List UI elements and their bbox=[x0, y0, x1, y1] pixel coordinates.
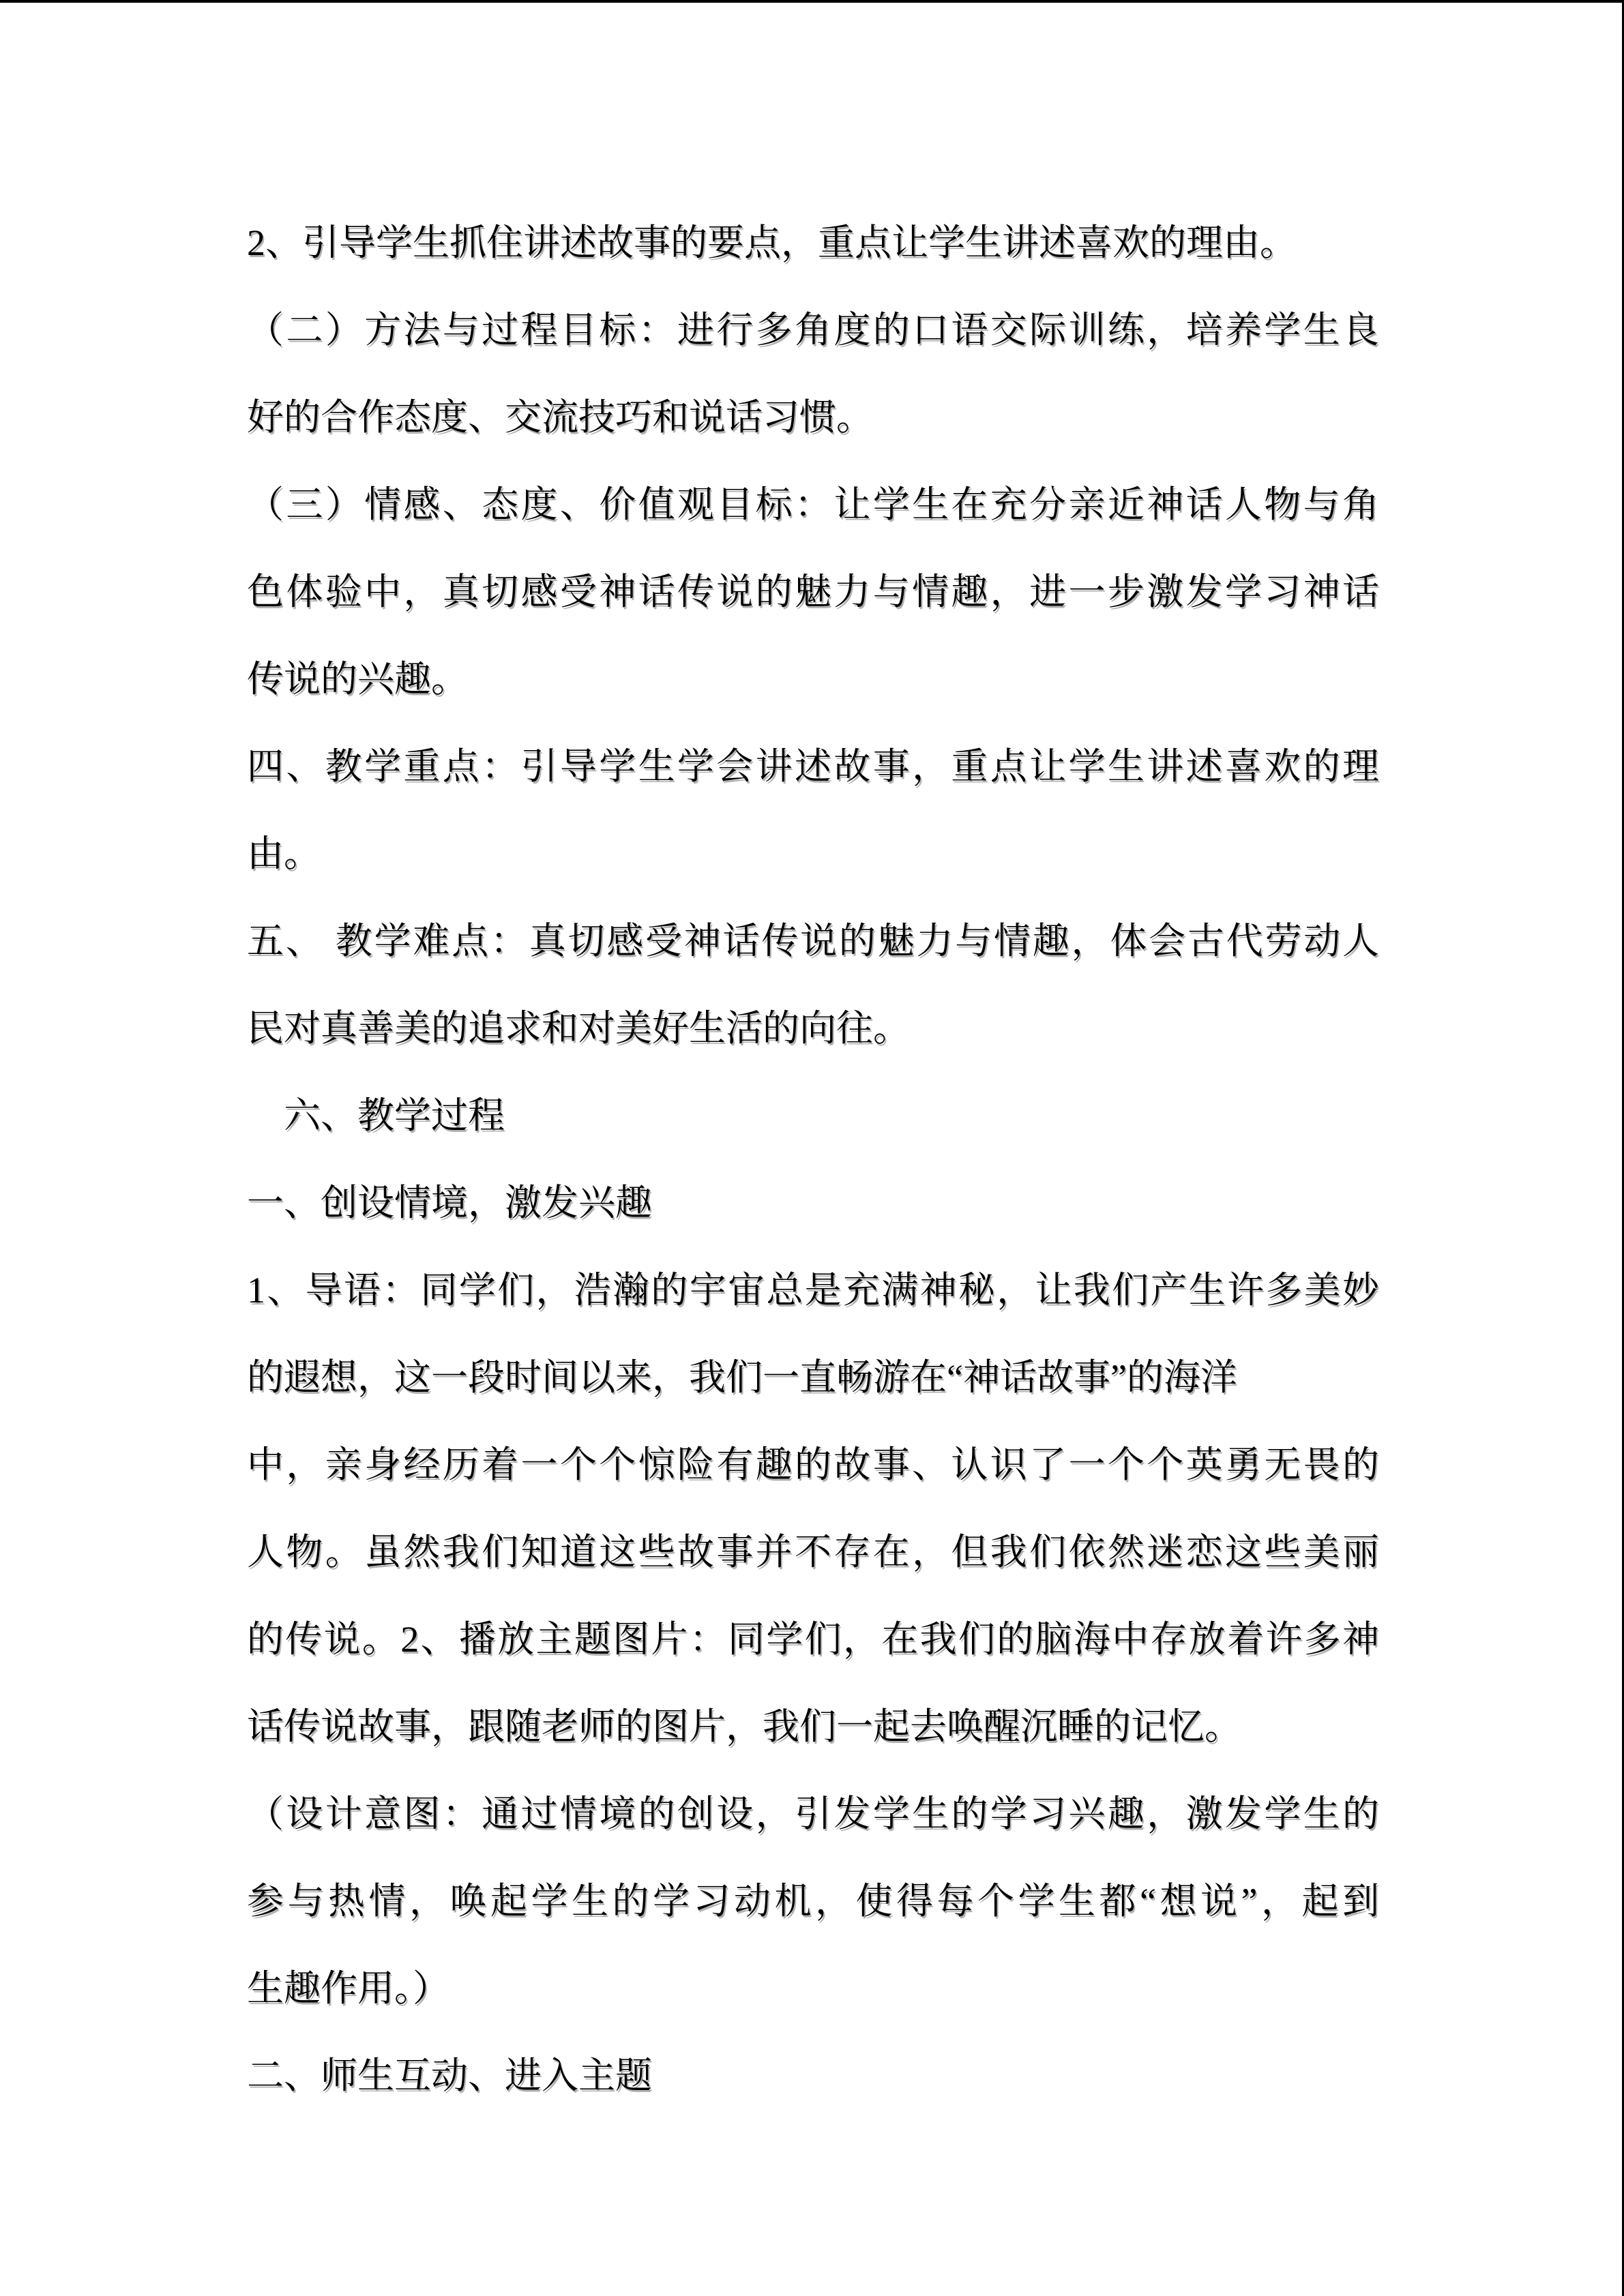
text-line: 话传说故事，跟随老师的图片，我们一起去唤醒沉睡的记忆。 bbox=[247, 1706, 1241, 1747]
text-line: 民对真善美的追求和对美好生活的向往。 bbox=[247, 1008, 910, 1049]
text-line: 色体验中，真切感受神话传说的魅力与情趣，进一步激发学习神话 bbox=[247, 571, 1379, 612]
text-line: 2、引导学生抓住讲述故事的要点，重点让学生讲述喜欢的理由。 bbox=[247, 222, 1297, 263]
text-line: 一、创设情境，激发兴趣 bbox=[247, 1182, 652, 1223]
text-line: 的遐想，这一段时间以来，我们一直畅游在“神话故事”的海洋 bbox=[247, 1357, 1237, 1398]
text-line: 好的合作态度、交流技巧和说话习惯。 bbox=[247, 397, 873, 438]
text-line: （二）方法与过程目标：进行多角度的口语交际训练，培养学生良 bbox=[247, 310, 1379, 351]
text-line: 五、 教学难点：真切感受神话传说的魅力与情趣，体会古代劳动人 bbox=[247, 921, 1379, 961]
text-line: 中，亲身经历着一个个惊险有趣的故事、认识了一个个英勇无畏的 bbox=[247, 1444, 1379, 1485]
text-line: 人物。虽然我们知道这些故事并不存在，但我们依然迷恋这些美丽 bbox=[247, 1532, 1379, 1572]
text-line: 二、师生互动、进入主题 bbox=[247, 2055, 652, 2096]
text-line: 1、导语：同学们，浩瀚的宇宙总是充满神秘，让我们产生许多美妙 bbox=[247, 1270, 1379, 1311]
text-line: 的传说。2、播放主题图片：同学们，在我们的脑海中存放着许多神 bbox=[247, 1619, 1379, 1660]
text-line: （三）情感、态度、价值观目标：让学生在充分亲近神话人物与角 bbox=[247, 484, 1379, 525]
text-line: 四、教学重点：引导学生学会讲述故事，重点让学生讲述喜欢的理 bbox=[247, 746, 1379, 787]
text-line: 传说的兴趣。 bbox=[247, 659, 468, 700]
document-body bbox=[247, 199, 1379, 2119]
text-line: 生趣作用。） bbox=[247, 1968, 449, 2009]
text-line: 由。 bbox=[247, 833, 321, 874]
text-line: 参与热情，唤起学生的学习动机，使得每个学生都“想说”，起到 bbox=[247, 1881, 1379, 1922]
text-line: （设计意图：通过情境的创设，引发学生的学习兴趣，激发学生的 bbox=[247, 1793, 1379, 1834]
text-line: 六、教学过程 bbox=[247, 1095, 505, 1136]
